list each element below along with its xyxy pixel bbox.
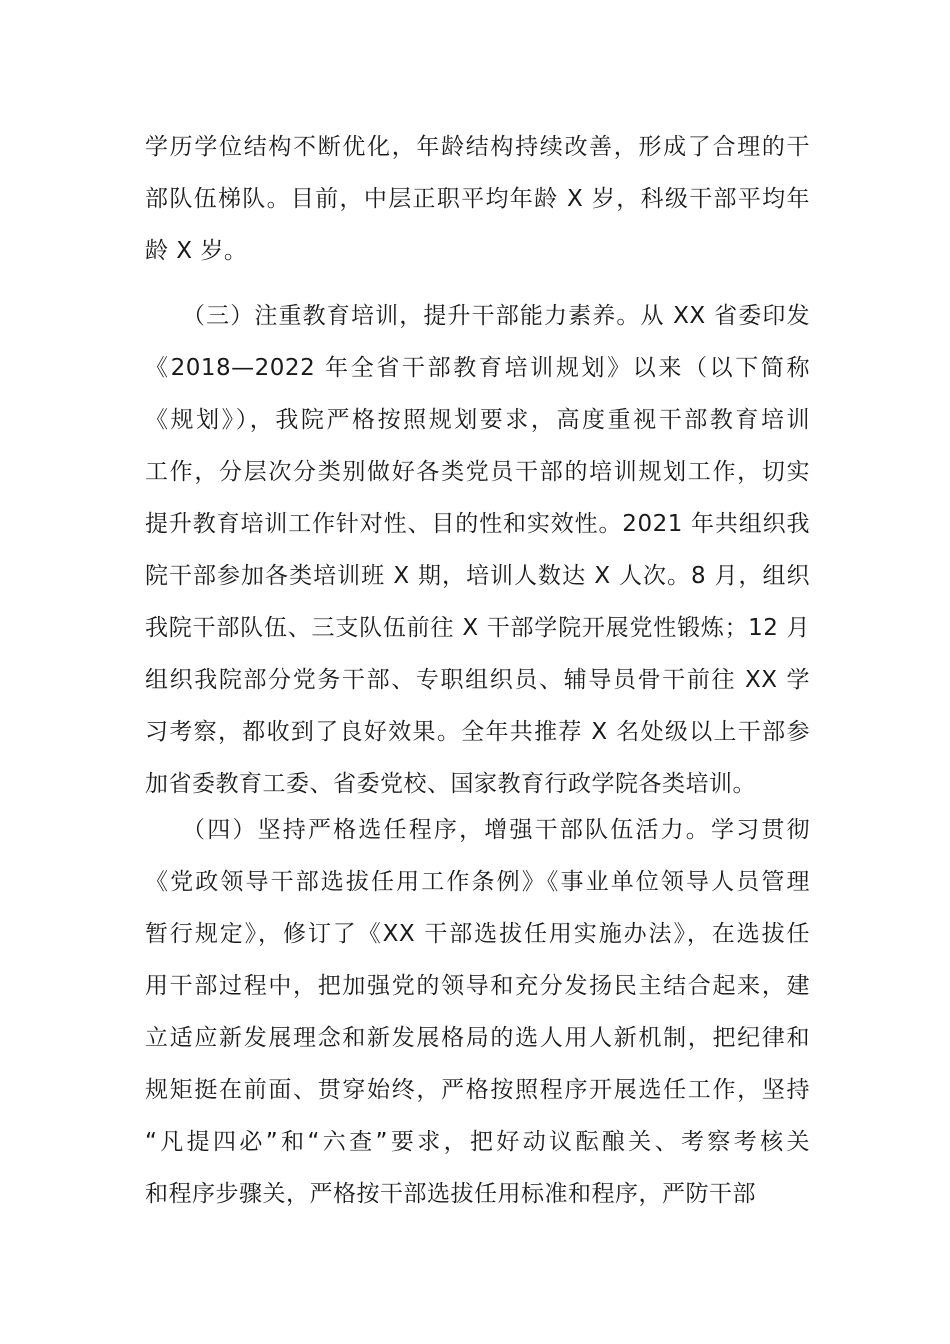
text-line: 院干部参加各类培训班 X 期，培训人数达 X 人次。8 月，组织: [145, 563, 810, 589]
text-line: 《2018—2022 年全省干部教育培训规划》以来（以下简称: [145, 355, 810, 381]
text-line: 我院干部队伍、三支队伍前往 X 干部学院开展党性锻炼；12 月: [145, 615, 810, 641]
paragraph-3: [145, 804, 810, 1220]
text-line: 规矩挺在前面、贯穿始终，严格按照程序开展选任工作，坚持: [145, 1077, 810, 1103]
text-line: 加省委教育工委、省委党校、国家教育行政学院各类培训。: [145, 771, 756, 797]
text-line: 用干部过程中，把加强党的领导和充分发扬民主结合起来，建: [145, 973, 810, 999]
text-line: 学历学位结构不断优化，年龄结构持续改善，形成了合理的干: [145, 134, 810, 160]
text-line: 《党政领导干部选拔任用工作条例》《事业单位领导人员管理: [145, 869, 810, 895]
text-line: 部队伍梯队。目前，中层正职平均年龄 X 岁，科级干部平均年: [145, 186, 810, 212]
text-line: 《规划》），我院严格按照规划要求，高度重视干部教育培训: [145, 407, 810, 433]
text-line: 习考察，都收到了良好效果。全年共推荐 X 名处级以上干部参: [145, 719, 810, 745]
paragraph-2: [145, 290, 810, 810]
text-line: “凡提四必”和“六查”要求，把好动议酝酿关、考察考核关: [145, 1129, 810, 1155]
text-line: （三）注重教育培训，提升干部能力素养。从 XX 省委印发: [182, 303, 810, 329]
text-line: 和程序步骤关，严格按干部选拔任用标准和程序，严防干部: [145, 1181, 756, 1207]
text-line: 提升教育培训工作针对性、目的性和实效性。2021 年共组织我: [145, 511, 810, 537]
paragraph-1: [145, 121, 810, 277]
text-line: 龄 X 岁。: [145, 238, 248, 264]
text-line: 暂行规定》，修订了《XX 干部选拔任用实施办法》，在选拔任: [145, 921, 810, 947]
text-line: 组织我院部分党务干部、专职组织员、辅导员骨干前往 XX 学: [145, 667, 810, 693]
text-line: （四）坚持严格选任程序，增强干部队伍活力。学习贯彻: [182, 817, 810, 843]
text-line: 工作，分层次分类别做好各类党员干部的培训规划工作，切实: [145, 459, 810, 485]
text-line: 立适应新发展理念和新发展格局的选人用人新机制，把纪律和: [145, 1025, 810, 1051]
